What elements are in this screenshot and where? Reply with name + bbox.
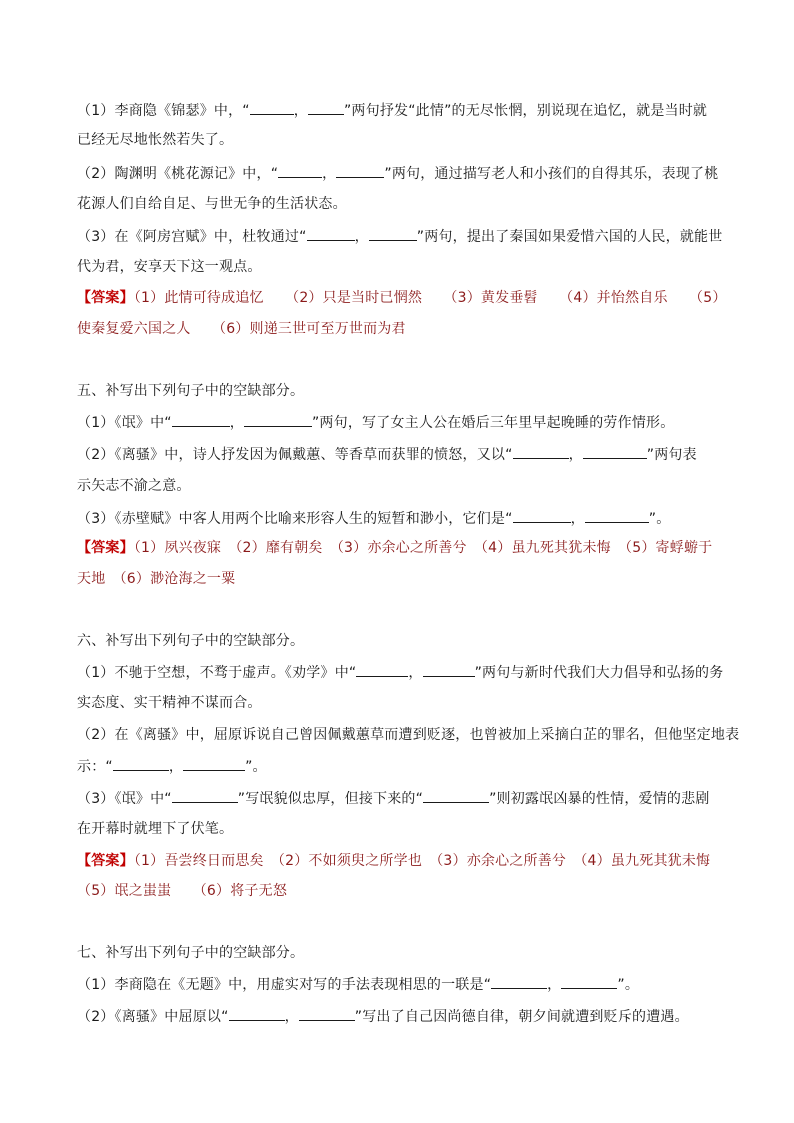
- text: ，: [168, 759, 184, 775]
- blank[interactable]: [299, 1006, 355, 1021]
- answer-tag: 【答案】: [77, 853, 134, 869]
- s5-answer-line2: 天地 （6）渺沧海之一粟: [77, 571, 236, 587]
- s4-answer-line2: 使秦复爱六国之人 （6）则递三世可至万世而为君: [77, 321, 406, 337]
- blank[interactable]: [307, 226, 355, 241]
- blank[interactable]: [172, 412, 230, 427]
- text: ”。: [617, 977, 640, 993]
- text: ，: [284, 1009, 299, 1025]
- text: ”两句，通过描写老人和小孩们的自得其乐，表现了桃: [384, 166, 719, 182]
- blank[interactable]: [423, 788, 489, 803]
- s6-q3-line2: 在开幕时就埋下了伏笔。: [77, 821, 234, 837]
- blank[interactable]: [308, 100, 344, 115]
- text: ，: [229, 415, 244, 431]
- blank[interactable]: [229, 1006, 285, 1021]
- s4-q3-line2: 代为君，安享天下这一观点。: [77, 259, 262, 275]
- blank[interactable]: [113, 756, 169, 771]
- text: ”两句与新时代我们大力倡导和弘扬的务: [474, 665, 724, 681]
- text: （1）不驰于空想，不骛于虚声。《劝学》中“: [77, 665, 357, 681]
- blank[interactable]: [250, 100, 294, 115]
- s6-q3-line1: [77, 788, 727, 809]
- blank[interactable]: [172, 788, 238, 803]
- text: （1）《氓》中“: [77, 415, 172, 431]
- blank[interactable]: [585, 508, 649, 523]
- section7-heading: 七、补写出下列句子中的空缺部分。: [77, 945, 305, 961]
- s5-q1: [77, 412, 727, 433]
- blank[interactable]: [513, 444, 569, 459]
- s5-q3: [77, 508, 727, 529]
- blank[interactable]: [183, 756, 245, 771]
- text: （2）《离骚》中，诗人抒发因为佩戴蕙、等香草而获罪的愤怒，又以“: [77, 447, 513, 463]
- blank[interactable]: [561, 974, 617, 989]
- text: ，: [547, 977, 562, 993]
- s6-q1-line1: [77, 662, 727, 683]
- blank[interactable]: [423, 662, 475, 677]
- text: （2）《离骚》中屈原以“: [77, 1009, 229, 1025]
- text: ，: [354, 229, 369, 245]
- text: （1）李商隐《锦瑟》中，“: [77, 103, 250, 119]
- text: ”写氓貌似忠厚，但接下来的“: [237, 791, 424, 807]
- section6-heading: 六、补写出下列句子中的空缺部分。: [77, 633, 305, 649]
- text: ，: [568, 447, 583, 463]
- s6-answer-line1: [77, 851, 727, 871]
- s5-q2-line2: 示矢志不渝之意。: [77, 478, 191, 494]
- text: （3）《氓》中“: [77, 791, 172, 807]
- s6-answer-line2: （5）氓之蚩蚩 （6）将子无怒: [77, 883, 288, 899]
- answer-text: （1）夙兴夜寐 （2）靡有朝矣 （3）亦余心之所善兮 （4）虽九死其犹未悔 （5）寄蜉蝣于: [133, 540, 713, 556]
- blank[interactable]: [356, 662, 408, 677]
- blank[interactable]: [369, 226, 417, 241]
- text: ”写出了自己因尚德自律，朝夕间就遭到贬斥的遭遇。: [354, 1009, 689, 1025]
- s4-q1-line1: [77, 100, 727, 121]
- s4-q1-line2: 已经无尽地怅然若失了。: [77, 132, 234, 148]
- s5-q2-line1: [77, 444, 727, 465]
- blank[interactable]: [491, 974, 547, 989]
- text: ”两句，提出了秦国如果爱惜六国的人民，就能世: [416, 229, 723, 245]
- s5-answer-line1: [77, 538, 727, 558]
- section5-heading: 五、补写出下列句子中的空缺部分。: [77, 383, 305, 399]
- text: （2）陶渊明《桃花源记》中，“: [77, 166, 279, 182]
- s6-q2-line1: （2）在《离骚》中，屈原诉说自己曾因佩戴蕙草而遭到贬逐，也曾被加上采摘白芷的罪名，但他坚定地表: [77, 727, 740, 743]
- s4-answer-line1: [77, 288, 727, 308]
- blank[interactable]: [583, 444, 647, 459]
- s6-q1-line2: 实态度、实干精神不谋而合。: [77, 695, 262, 711]
- text: ”则初露氓凶暴的性情，爱情的悲剧: [489, 791, 710, 807]
- text: （1）李商隐在《无题》中，用虚实对写的手法表现相思的一联是“: [77, 977, 492, 993]
- s4-q2-line2: 花源人们自给自足、与世无争的生活状态。: [77, 196, 347, 212]
- s6-q2-line2: [77, 756, 727, 777]
- text: （3）在《阿房宫赋》中，杜牧通过“: [77, 229, 307, 245]
- answer-tag: 【答案】: [77, 290, 134, 306]
- text: ，: [570, 511, 585, 527]
- blank[interactable]: [278, 163, 322, 178]
- s4-q3-line1: [77, 226, 727, 247]
- blank[interactable]: [244, 412, 312, 427]
- answer-tag: 【答案】: [77, 540, 134, 556]
- s4-q2-line1: [77, 163, 727, 184]
- text: ，: [293, 103, 308, 119]
- text: （3）《赤壁赋》中客人用两个比喻来形容人生的短暂和渺小，它们是“: [77, 511, 513, 527]
- s7-q2: [77, 1006, 727, 1027]
- answer-text: （1）吾尝终日而思矣 （2）不如须臾之所学也 （3）亦余心之所善兮 （4）虽九死其犹未悔: [133, 853, 711, 869]
- text: ”。: [648, 511, 671, 527]
- s7-q1: [77, 974, 727, 995]
- blank[interactable]: [336, 163, 384, 178]
- answer-text: （1）此情可待成追忆 （2）只是当时已惘然 （3）黄发垂髫 （4）并怡然自乐 （5）: [133, 290, 727, 306]
- text: ”。: [245, 759, 267, 775]
- blank[interactable]: [513, 508, 571, 523]
- text: ，: [322, 166, 337, 182]
- text: ，: [408, 665, 423, 681]
- text: ”两句，写了女主人公在婚后三年里早起晚睡的劳作情形。: [311, 415, 675, 431]
- text: 示：“: [77, 759, 113, 775]
- text: ”两句表: [646, 447, 697, 463]
- text: ”两句抒发“此情”的无尽怅惘，别说现在追忆，就是当时就: [343, 103, 708, 119]
